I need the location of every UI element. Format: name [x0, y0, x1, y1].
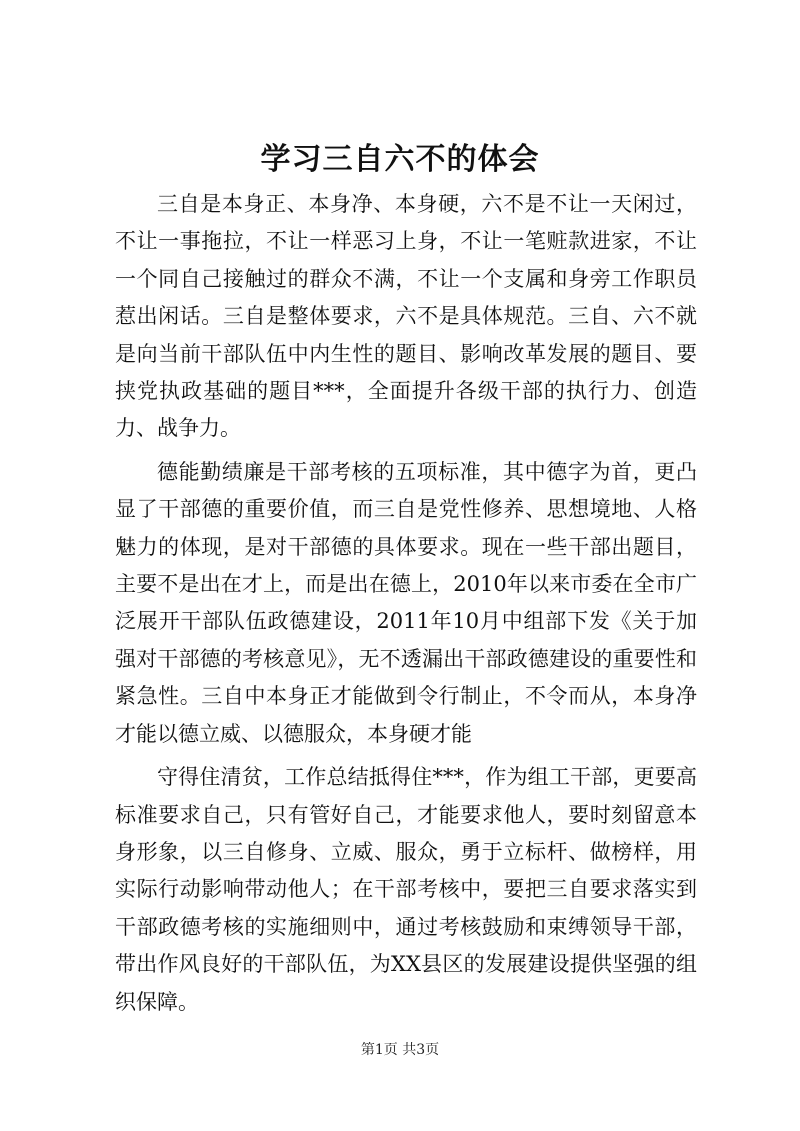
document-body: [115, 186, 697, 1027]
paragraph-3: 守得住清贫，工作总结抵得住***，作为组工干部，更要高标准要求自己，只有管好自己，才能要求他人，要时刻留意本身形象，以三自修身、立威、服众，勇于立标杆、做榜样，用实际行动影响带动他人；在干部考核中，要把三自要求落实到干部政德考核的实施细则中，通过考核鼓励和束缚领导干部，带出作风良好的干部队伍，为XX县区的发展建设提供坚强的组织保障。: [115, 765, 697, 1014]
paragraph-2: 德能勤绩廉是干部考核的五项标准，其中德字为首，更凸显了干部德的重要价值，而三自是党性修养、思想境地、人格魅力的体现，是对干部德的具体要求。现在一些干部出题目，主要不是出在才上，而是出在德上，2010年以来市委在全市广泛展开干部队伍政德建设，2011年10月中组部下发《关于加强对干部德的考核意见》，无不透漏出干部政德建设的重要性和紧急性。三自中本身正才能做到令行制止，不令而从，本身净才能以德立威、以德服众，本身硬才能: [115, 459, 697, 746]
document-title: 学习三自六不的体会: [260, 142, 540, 177]
page-footer: 第1页 共3页: [360, 1042, 440, 1058]
paragraph-1: 三自是本身正、本身净、本身硬，六不是不让一天闲过，不让一事拖拉，不让一样恶习上身，不让一笔赃款进家，不让一个同自己接触过的群众不满，不让一个支属和身旁工作职员惹出闲话。三自是整体要求，六不是具体规范。三自、六不就是向当前干部队伍中内生性的题目、影响改革发展的题目、要挟党执政基础的题目***，全面提升各级干部的执行力、创造力、战争力。: [115, 192, 697, 441]
